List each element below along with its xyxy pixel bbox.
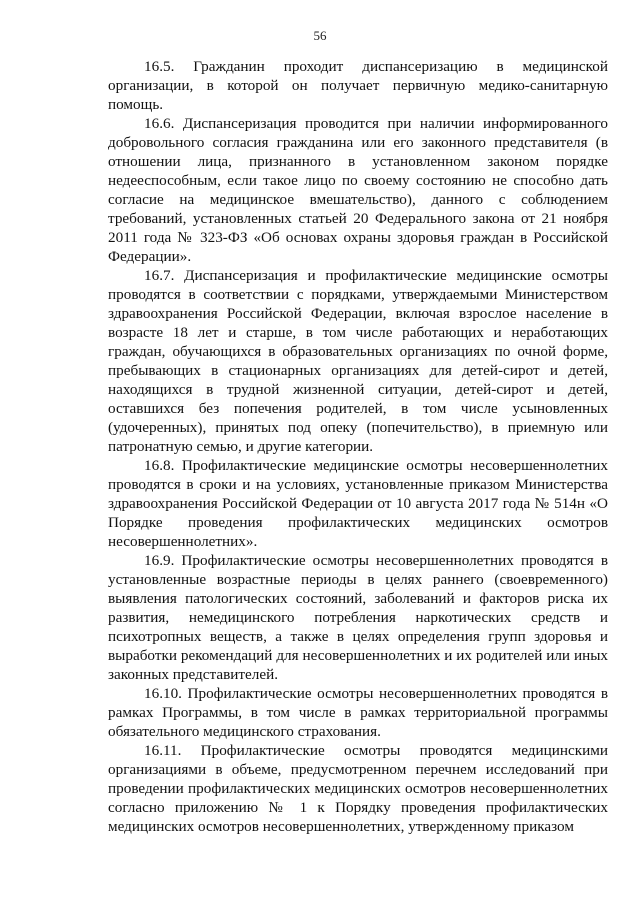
paragraph-16-8: 16.8. Профилактические медицинские осмотры несовершеннолетних проводятся в сроки и на условиях, установленные приказом Министерства здравоохранения Российской Федерации от 10 августа 2017 года № 514н «О Порядке проведения профилактических медицинских осмотров несовершеннолетних». (108, 457, 608, 550)
paragraph-16-5: 16.5. Гражданин проходит диспансеризацию в медицинской организации, в которой он получает первичную медико-санитарную помощь. (108, 58, 608, 113)
paragraph-16-9: 16.9. Профилактические осмотры несовершеннолетних проводятся в установленные возрастные периоды в целях раннего (своевременного) выявления патологических состояний, заболеваний и факторов риска их развития, немедицинского потребления наркотических средств и психотропных веществ, а также в целях определения групп здоровья и выработки рекомендаций для несовершеннолетних и их родителей или иных законных представителей. (108, 552, 608, 683)
paragraph-16-7: 16.7. Диспансеризация и профилактические медицинские осмотры проводятся в соответствии с порядками, утверждаемыми Министерством здравоохранения Российской Федерации, включая взрослое население в возрасте 18 лет и старше, в том числе работающих и неработающих граждан, обучающихся в образовательных организациях по очной форме, пребывающих в стационарных организациях для детей-сирот и детей, находящихся в трудной жизненной ситуации, детей-сирот и детей, оставшихся без попечения родителей, в том числе усыновленных (удочеренных), принятых под опеку (попечительство), в приемную или патронатную семью, и другие категории. (108, 267, 608, 455)
paragraph-16-6: 16.6. Диспансеризация проводится при наличии информированного добровольного согласия гражданина или его законного представителя (в отношении лица, признанного в установленном законом порядке недееспособным, если такое лицо по своему состоянию не способно дать согласие на медицинское вмешательство), данного с соблюдением требований, установленных статьей 20 Федерального закона от 21 ноября 2011 года № 323-ФЗ «Об основах охраны здоровья граждан в Российской Федерации». (108, 115, 608, 265)
paragraph-16-11: 16.11. Профилактические осмотры проводятся медицинскими организациями в объеме, предусмотренном перечнем исследований при проведении профилактических медицинских осмотров несовершеннолетних согласно приложению № 1 к Порядку проведения профилактических медицинских осмотров несовершеннолетних, утвержденному приказом (108, 742, 608, 835)
paragraph-16-10: 16.10. Профилактические осмотры несовершеннолетних проводятся в рамках Программы, в том числе в рамках территориальной программы обязательного медицинского страхования. (108, 685, 608, 740)
page-number: 56 (313, 28, 327, 43)
document-body (108, 57, 608, 836)
